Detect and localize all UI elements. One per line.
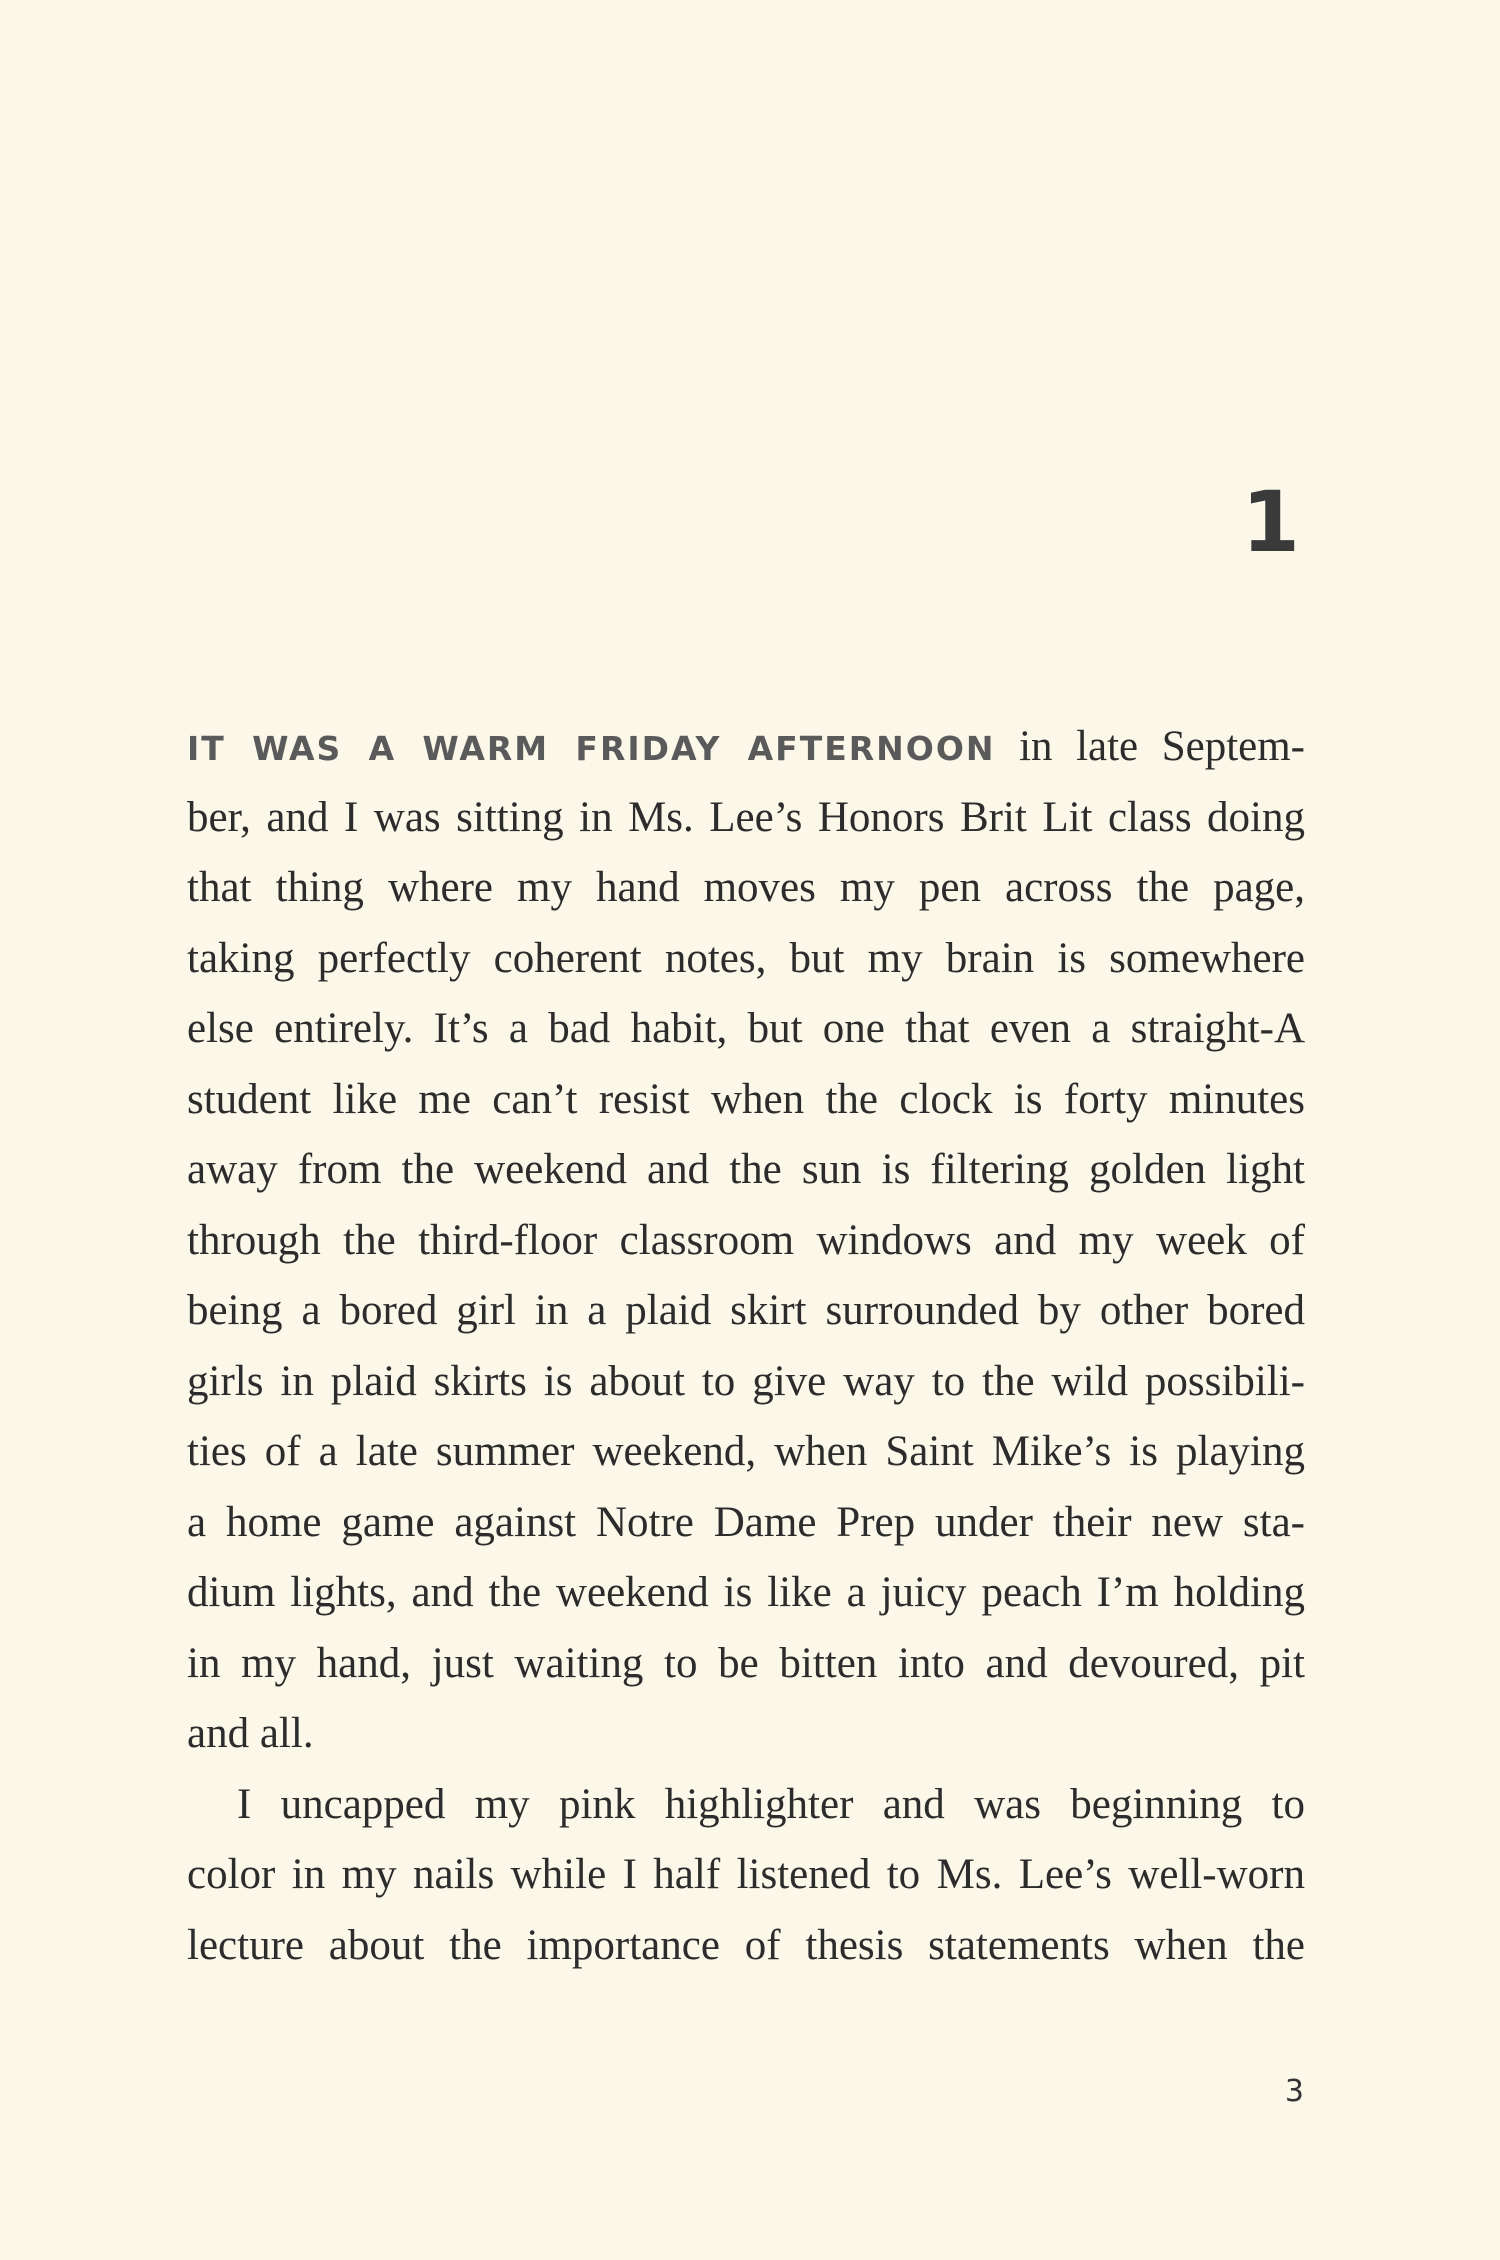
text-line: else entirely. It’s a bad habit, but one that even a straight-A bbox=[187, 1005, 1305, 1052]
text-line: ber, and I was sitting in Ms. Lee’s Honors Brit Lit class doing bbox=[187, 793, 1305, 841]
text-line: girls in plaid skirts is about to give way to the wild possibili- bbox=[187, 1357, 1305, 1405]
chapter-number: 1 bbox=[1241, 473, 1300, 571]
text-line: lecture about the importance of thesis statements when the bbox=[187, 1921, 1305, 1969]
opening-line-rest: in late Septem- bbox=[995, 723, 1305, 770]
text-line: a home game against Notre Dame Prep under their new sta- bbox=[187, 1498, 1305, 1546]
page-number: 3 bbox=[1284, 2074, 1304, 2109]
text-line: taking perfectly coherent notes, but my brain is somewhere bbox=[187, 934, 1305, 982]
opening-small-caps: IT WAS A WARM FRIDAY AFTERNOON bbox=[187, 729, 996, 768]
chapter-body bbox=[187, 712, 1305, 1981]
text-line: color in my nails while I half listened to Ms. Lee’s well-worn bbox=[187, 1851, 1305, 1898]
text-line: and all. bbox=[187, 1710, 314, 1757]
text-line: I uncapped my pink highlighter and was beginning to bbox=[237, 1780, 1305, 1828]
text-line: dium lights, and the weekend is like a juicy peach I’m holding bbox=[187, 1569, 1305, 1616]
text-line: through the third-floor classroom windows and my week of bbox=[187, 1216, 1305, 1264]
text-line: that thing where my hand moves my pen across the page, bbox=[187, 864, 1305, 911]
text-line bbox=[187, 712, 1305, 783]
text-line: in my hand, just waiting to be bitten into and devoured, pit bbox=[187, 1639, 1305, 1687]
text-line: being a bored girl in a plaid skirt surrounded by other bored bbox=[187, 1287, 1305, 1334]
text-line: ties of a late summer weekend, when Saint Mike’s is playing bbox=[187, 1428, 1305, 1475]
text-line: away from the weekend and the sun is filtering golden light bbox=[187, 1146, 1305, 1193]
text-line: student like me can’t resist when the clock is forty minutes bbox=[187, 1075, 1305, 1123]
